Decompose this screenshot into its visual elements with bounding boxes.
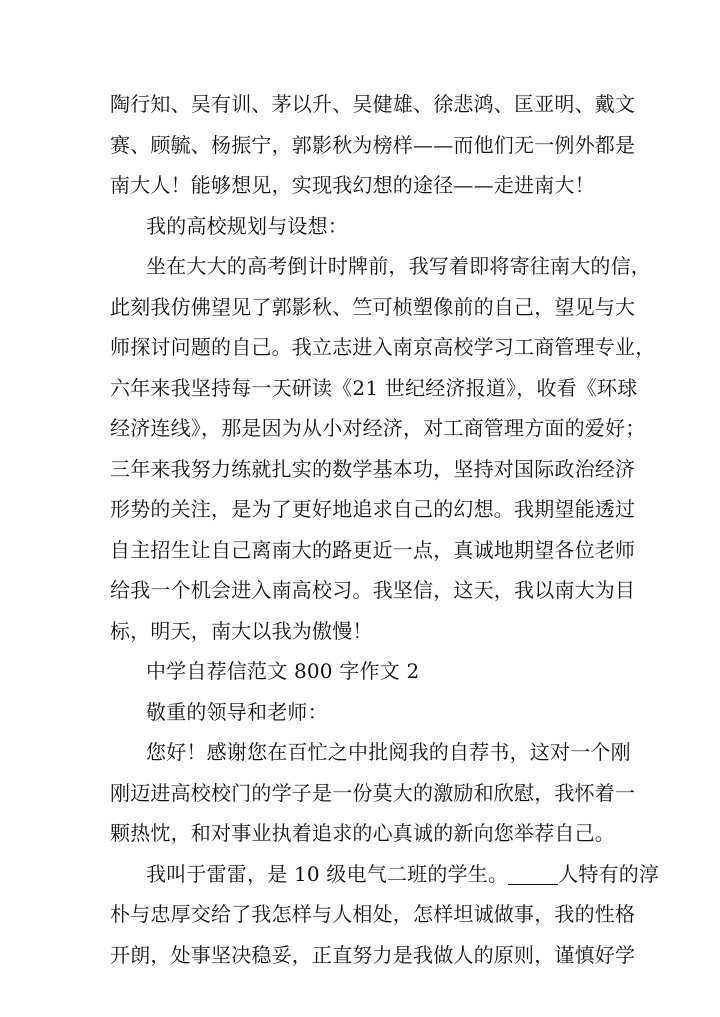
paragraph-line: 三年来我努力练就扎实的数学基本功，坚持对国际政治经济 — [110, 456, 636, 481]
document-body — [110, 84, 656, 854]
paragraph-line: 中学自荐信范文 800 字作文 2 — [146, 659, 420, 683]
paragraph-line: 朴与忠厚交给了我怎样与人相处，怎样坦诚做事，我的性格 — [110, 902, 636, 926]
paragraph-line: 形势的关注，是为了更好地追求自己的幻想。我期望能透过 — [110, 497, 636, 521]
paragraph-line: 六年来我坚持每一天研读《21 世纪经济报道》，收看《环球 — [110, 375, 638, 400]
paragraph-line: 经济连线》，那是因为从小对经济，对工商管理方面的爱好； — [110, 416, 646, 440]
paragraph-line: 自主招生让自己离南大的路更近一点，真诚地期望各位老师 — [110, 537, 636, 562]
paragraph-line: 坐在大大的高考倒计时牌前，我写着即将寄往南大的信， — [146, 254, 651, 278]
paragraph-line: 标，明天，南大以我为傲慢！ — [110, 618, 373, 643]
paragraph-line: 我的高校规划与设想： — [146, 213, 348, 238]
paragraph-line-with-blank — [110, 854, 660, 895]
paragraph-line: 颗热忱，和对事业执着追求的心真诚的新向您举荐自己。 — [110, 821, 615, 845]
paragraph-line: 您好！感谢您在百忙之中批阅我的自荐书，这对一个刚 — [146, 740, 631, 764]
fill-in-blank — [508, 862, 558, 885]
blank-line-before-text: 我叫于雷雷，是 10 级电气二班的学生。 — [146, 861, 509, 886]
paragraph-line: 开朗，处事坚决稳妥，正直努力是我做人的原则，谨慎好学 — [110, 942, 636, 967]
paragraph-line: 给我一个机会进入南高校习。我坚信，这天，我以南大为目 — [110, 578, 636, 602]
paragraph-line: 刚迈进高校校门的学子是一份莫大的激励和欣慰，我怀着一 — [110, 780, 636, 805]
paragraph-line: 赛、顾毓、杨振宁，郭影秋为榜样——而他们无一例外都是 — [110, 132, 636, 157]
paragraph-line: 师探讨问题的自己。我立志进入南京高校学习工商管理专业， — [110, 335, 656, 359]
paragraph-line: 敬重的领导和老师： — [146, 699, 328, 724]
document-page — [110, 84, 660, 975]
document-body-tail — [110, 894, 636, 975]
paragraph-line: 南大人！能够想见，实现我幻想的途径——走进南大！ — [110, 173, 595, 197]
blank-line-after-text: 人特有的淳 — [558, 861, 660, 886]
paragraph-line: 此刻我仿佛望见了郭影秋、竺可桢塑像前的自己，望见与大 — [110, 294, 636, 319]
paragraph-line: 陶行知、吴有训、茅以升、吴健雄、徐悲鸿、匡亚明、戴文 — [110, 92, 636, 116]
